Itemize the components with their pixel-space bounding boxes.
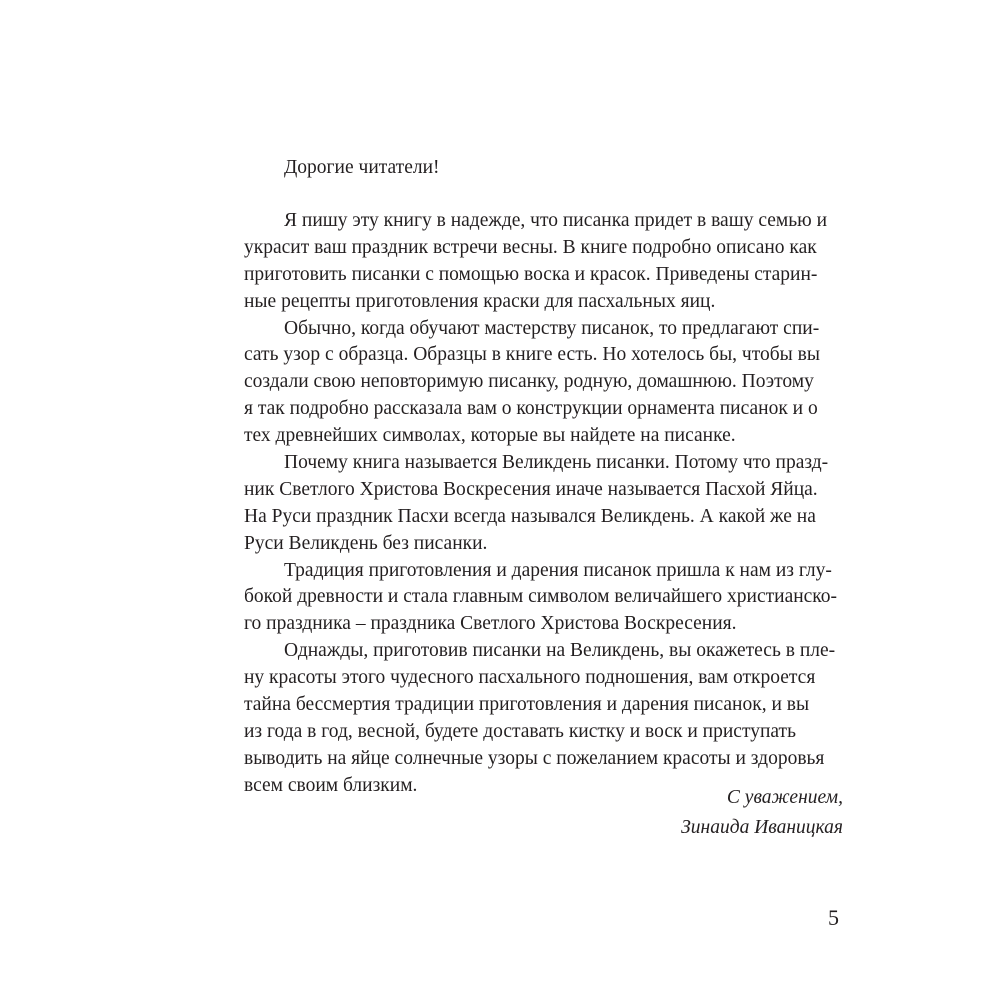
text-line: На Руси праздник Пасхи всегда назывался Великдень. А какой же на [244, 505, 816, 527]
text-line: сать узор с образца. Образцы в книге есть. Но хотелось бы, чтобы вы [244, 344, 820, 366]
text-line: украсит ваш праздник встречи весны. В книге подробно описано как [244, 236, 817, 258]
text-line: выводить на яйце солнечные узоры с пожеланием красоты и здоровья [244, 747, 825, 769]
signature [681, 783, 843, 843]
text-line: тех древнейших символах, которые вы найдете на писанке. [244, 425, 736, 447]
text-line: бокой древности и стала главным символом величайшего христианско- [244, 586, 838, 608]
text-line: всем своим близким. [244, 774, 418, 796]
text-line: Традиция приготовления и дарения писанок пришла к нам из глу- [284, 559, 832, 581]
text-line: я так подробно рассказала вам о конструкции орнамента писанок и о [244, 398, 818, 420]
greeting-heading: Дорогие читатели! [284, 157, 440, 178]
text-line: Обычно, когда обучают мастерству писанок, то предлагают спи- [284, 317, 820, 339]
signature-closing: С уважением, [726, 787, 843, 808]
text-line: ну красоты этого чудесного пасхального подношения, вам откроется [244, 667, 816, 689]
text-line: го праздника – праздника Светлого Христова Воскресения. [244, 613, 737, 635]
page-number: 5 [828, 905, 839, 930]
text-line: ник Светлого Христова Воскресения иначе называется Пасхой Яйца. [244, 478, 818, 500]
text-line: приготовить писанки с помощью воска и красок. Приведены старин- [244, 263, 818, 285]
signature-author: Зинаида Иваницкая [681, 817, 843, 838]
text-line: создали свою неповторимую писанку, родную, домашнюю. Поэтому [244, 371, 814, 393]
text-line: Я пишу эту книгу в надежде, что писанка придет в вашу семью и [284, 210, 828, 231]
text-line: ные рецепты приготовления краски для пасхальных яиц. [244, 290, 716, 312]
text-line: тайна бессмертия традиции приготовления и дарения писанок, и вы [244, 694, 810, 716]
text-line: Почему книга называется Великдень писанки. Потому что празд- [284, 452, 829, 474]
body-text [244, 208, 844, 800]
text-line: из года в год, весной, будете доставать кистку и воск и приступать [244, 720, 796, 742]
text-line: Руси Великдень без писанки. [244, 532, 488, 554]
text-line: Однажды, приготовив писанки на Великдень, вы окажетесь в пле- [284, 640, 836, 662]
